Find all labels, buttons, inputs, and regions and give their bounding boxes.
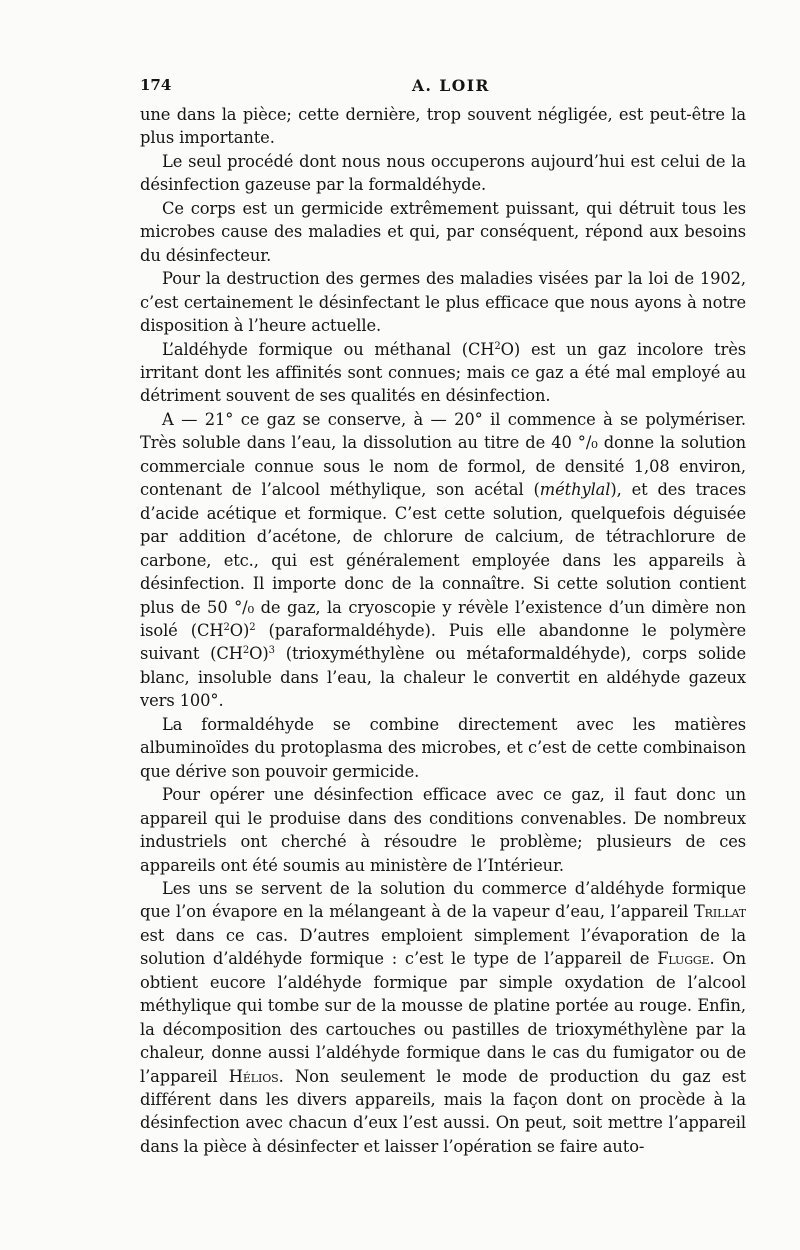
superscript: 2 bbox=[242, 645, 250, 657]
superscript: 2 bbox=[249, 621, 256, 633]
page-number: 174 bbox=[140, 76, 172, 94]
superscript: 2 bbox=[223, 621, 230, 633]
paragraph-4: Pour la destruction des germes des maladies visées par la loi de 1902, c’est certainement le désinfectant le plus efficace que nous ayons à notre disposition à l’heure actuelle. bbox=[140, 269, 746, 336]
italic-term: méthylal bbox=[539, 480, 611, 500]
superscript: 2 bbox=[494, 340, 501, 352]
paragraph-1: une dans la pièce; cette dernière, trop souvent négligée, est peut-être la plus importante. bbox=[140, 105, 746, 148]
small-caps-name: Hélios bbox=[228, 1066, 279, 1086]
paragraph-9: Les uns se servent de la solution du commerce d’aldéhyde formique que l’on évapore en la mélangeant à de la vapeur d’eau, l’appareil Trillat est dans ce cas. D’autres emploient simplement l’évaporation de la solution d’aldéhyde formique : c’est le type de l’appareil de Flugge. On obtient eucore l’aldéhyde formique par simple oxydation de l’alcool méthylique qui tombe sur de la mousse de platine portée au rouge. Enfin, la décomposition des cartouches ou pastilles de trioxyméthylène par la chaleur, donne aussi l’aldéhyde formique dans le cas du fumigator ou de l’appareil Hélios. Non seulement le mode de production du gaz est différent dans les divers appareils, mais la façon dont on procède à la désinfection avec chacun d’eux l’est aussi. On peut, soit mettre l’appareil dans la pièce à désinfecter et laisser l’opération se faire auto- bbox=[140, 878, 746, 1156]
page-header bbox=[140, 66, 746, 96]
paragraph-8: Pour opérer une désinfection efficace avec ce gaz, il faut donc un appareil qui le produise dans des conditions convenables. De nombreux industriels ont cherché à résoudre le problème; plusieurs de ces appareils ont été soumis au ministère de l’Intérieur. bbox=[140, 785, 746, 875]
paragraph-6: A — 21° ce gaz se conserve, à — 20° il commence à se polymériser. Très soluble dans l’eau, la dissolution au titre de 40 °/₀ donne la solution commerciale connue sous le nom de formol, de densité 1,08 environ, contenant de l’alcool méthylique, son acétal (méthylal), et des traces d’acide acétique et formique. C’est cette solution, quelquefois déguisée par addition d’acétone, de chlorure de calcium, de tétrachlorure de carbone, etc., qui est généralement employée dans les appareils à désinfection. Il importe donc de la connaître. Si cette solution contient plus de 50 °/₀ de gaz, la cryoscopie y révèle l’existence d’un dimère non isolé $(CH^2O)^2$ (paraformaldéhyde). Puis elle abandonne le polymère suivant $(CH^2O)^3$ (trioxyméthylène ou métaformaldéhyde), corps solide blanc, insoluble dans l’eau, la chaleur le convertit en aldéhyde gazeux vers 100°. bbox=[140, 409, 747, 711]
small-caps-name: Flugge bbox=[657, 949, 710, 969]
superscript: 3 bbox=[268, 645, 275, 657]
small-caps-name: Trillat bbox=[693, 902, 746, 922]
paragraph-5: L’aldéhyde formique ou méthanal $(CH^2O)$ est un gaz incolore très irritant dont les affinités sont connues; mais ce gaz a été mal employé au détriment souvent de ses qualités en désinfection. bbox=[140, 339, 746, 406]
body-text bbox=[140, 103, 746, 1158]
paragraph-3: Ce corps est un germicide extrêmement puissant, qui détruit tous les microbes cause des maladies et qui, par conséquent, répond aux besoins du désinfecteur. bbox=[140, 198, 746, 265]
paragraph-7: La formaldéhyde se combine directement avec les matières albuminoïdes du protoplasma des microbes, et c’est de cette combinaison que dérive son pouvoir germicide. bbox=[140, 714, 746, 781]
running-head: A. LOIR bbox=[412, 76, 490, 95]
paragraph-2: Le seul procédé dont nous nous occuperons aujourd’hui est celui de la désinfection gazeuse par la formaldéhyde. bbox=[140, 151, 746, 195]
